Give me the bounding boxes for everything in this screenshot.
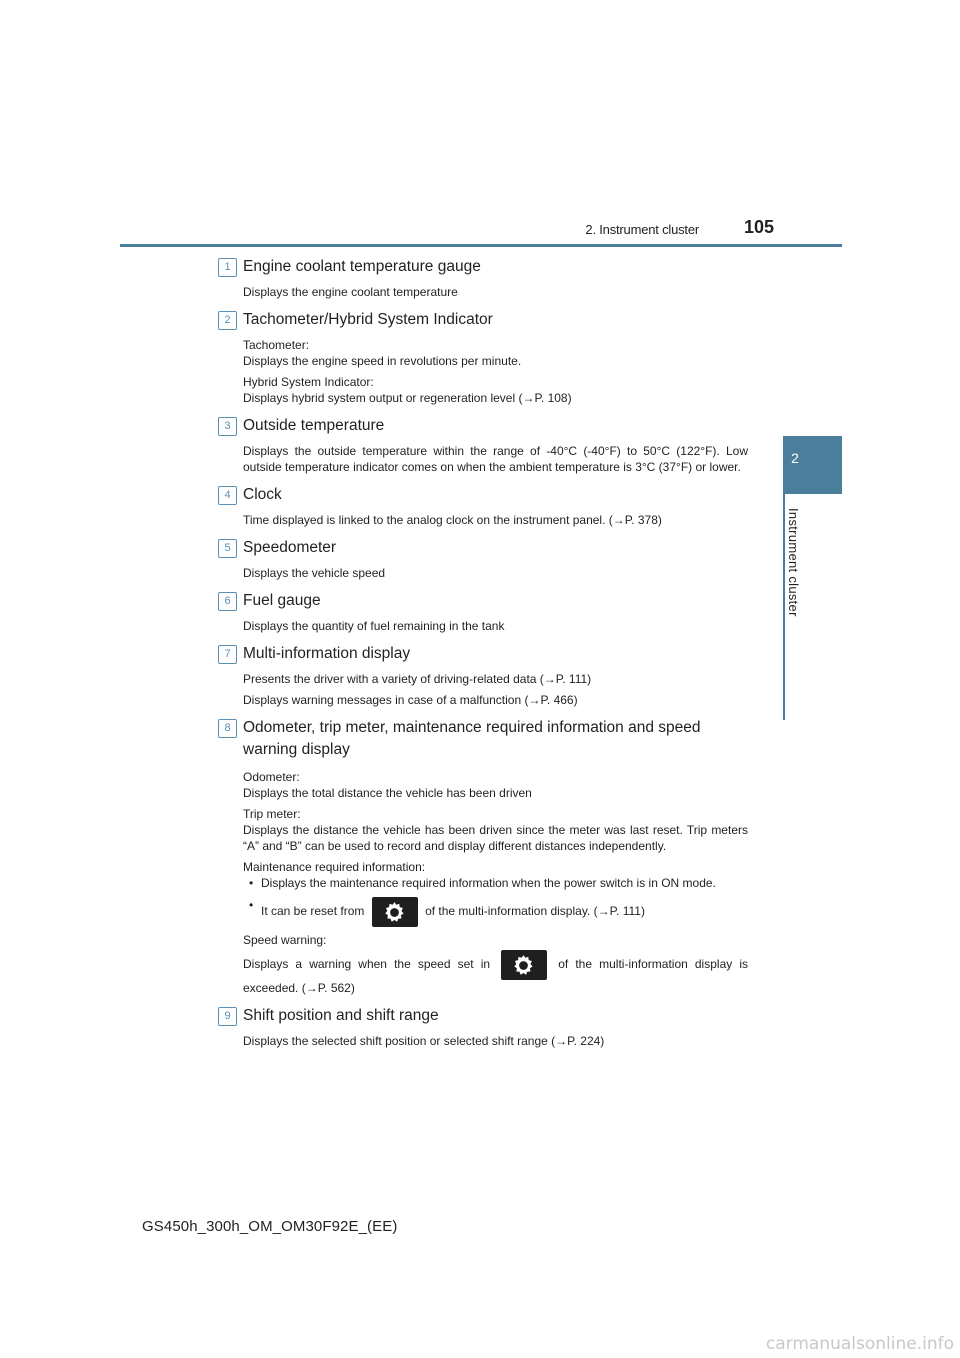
item-title: Outside temperature bbox=[243, 417, 385, 434]
item-number-badge: 6 bbox=[218, 592, 237, 611]
item-number-badge: 5 bbox=[218, 539, 237, 558]
speed-text-after: of the multi-information display is exceeded. (→P. 562) bbox=[243, 957, 748, 995]
item-description: Displays hybrid system output or regeneration level (→P. 108) bbox=[243, 391, 572, 405]
item-description: Tachometer: bbox=[243, 338, 310, 352]
list-item bbox=[218, 717, 748, 996]
speed-warning-label: Speed warning: bbox=[243, 933, 327, 947]
gear-icon bbox=[511, 953, 536, 978]
item-description: Displays the engine speed in revolutions per minute. bbox=[243, 354, 522, 368]
settings-icon-box bbox=[372, 897, 418, 927]
odometer-text: Displays the total distance the vehicle has been driven bbox=[243, 786, 532, 800]
trip-meter-text: Displays the distance the vehicle has been driven since the meter was last reset. Trip meters “A” and “B” can be used to record and display different distances independently. bbox=[243, 823, 748, 853]
chapter-number: 2 bbox=[791, 450, 799, 466]
item-description: Presents the driver with a variety of driving-related data (→P. 111) bbox=[243, 672, 592, 686]
item-title: Multi-information display bbox=[243, 645, 411, 662]
item-title: Speedometer bbox=[243, 539, 337, 556]
item-number-badge: 1 bbox=[218, 258, 237, 277]
item-number-badge: 8 bbox=[218, 719, 237, 738]
item-description: Displays the engine coolant temperature bbox=[243, 285, 458, 299]
item-list bbox=[218, 254, 748, 1049]
page-number: 105 bbox=[743, 217, 774, 237]
item-description: Displays the quantity of fuel remaining in the tank bbox=[243, 619, 505, 633]
item-title: Shift position and shift range bbox=[243, 1007, 439, 1024]
chapter-label: Instrument cluster bbox=[786, 508, 801, 617]
item-title: Odometer, trip meter, maintenance required information and speed warning display bbox=[243, 719, 701, 758]
list-item bbox=[218, 1005, 748, 1049]
list-item bbox=[218, 309, 748, 406]
maintenance-bullet: • Displays the maintenance required information when the power switch is in ON mode. bbox=[243, 875, 748, 891]
odometer-label: Odometer: bbox=[243, 770, 300, 784]
list-item bbox=[218, 643, 748, 708]
page-header bbox=[0, 0, 960, 250]
reset-text-after: of the multi-information display. (→P. 111) bbox=[425, 904, 645, 919]
list-item bbox=[218, 256, 748, 300]
chapter-rule bbox=[783, 494, 785, 720]
item-description: Displays the selected shift position or selected shift range (→P. 224) bbox=[243, 1034, 605, 1048]
item-number-badge: 3 bbox=[218, 417, 237, 436]
trip-meter-label: Trip meter: bbox=[243, 807, 301, 821]
reset-text-before: It can be reset from bbox=[261, 904, 365, 919]
item-description: Time displayed is linked to the analog clock on the instrument panel. (→P. 378) bbox=[243, 513, 662, 527]
list-item bbox=[218, 415, 748, 475]
item-title: Fuel gauge bbox=[243, 592, 321, 609]
item-description: Hybrid System Indicator: bbox=[243, 375, 374, 389]
list-item bbox=[218, 484, 748, 528]
header-rule bbox=[120, 244, 842, 247]
speed-text-before: Displays a warning when the speed set in bbox=[243, 957, 491, 972]
item-description: Displays warning messages in case of a malfunction (→P. 466) bbox=[243, 693, 578, 707]
maintenance-label: Maintenance required information: bbox=[243, 860, 426, 874]
list-item bbox=[218, 537, 748, 581]
watermark[interactable]: carmanualsonline.info bbox=[765, 1334, 954, 1354]
item-title: Engine coolant temperature gauge bbox=[243, 258, 481, 275]
item-title: Clock bbox=[243, 486, 282, 503]
item-number-badge: 4 bbox=[218, 486, 237, 505]
maintenance-reset-bullet bbox=[243, 897, 748, 927]
item-number-badge: 2 bbox=[218, 311, 237, 330]
list-item bbox=[218, 590, 748, 634]
section-title: 2. Instrument cluster bbox=[585, 222, 699, 237]
document-code: GS450h_300h_OM_OM30F92E_(EE) bbox=[142, 1218, 398, 1235]
gear-icon bbox=[382, 900, 407, 925]
settings-icon-box bbox=[501, 950, 547, 980]
item-title: Tachometer/Hybrid System Indicator bbox=[243, 311, 493, 328]
item-description: Displays the vehicle speed bbox=[243, 566, 386, 580]
item-number-badge: 7 bbox=[218, 645, 237, 664]
item-description: Displays the outside temperature within the range of -40°C (-40°F) to 50°C (122°F). Low outside temperature indicator comes on when the ambient temperature is 3°C (37°F) or lower. bbox=[243, 444, 748, 474]
speed-warning-text bbox=[243, 950, 748, 996]
item-number-badge: 9 bbox=[218, 1007, 237, 1026]
